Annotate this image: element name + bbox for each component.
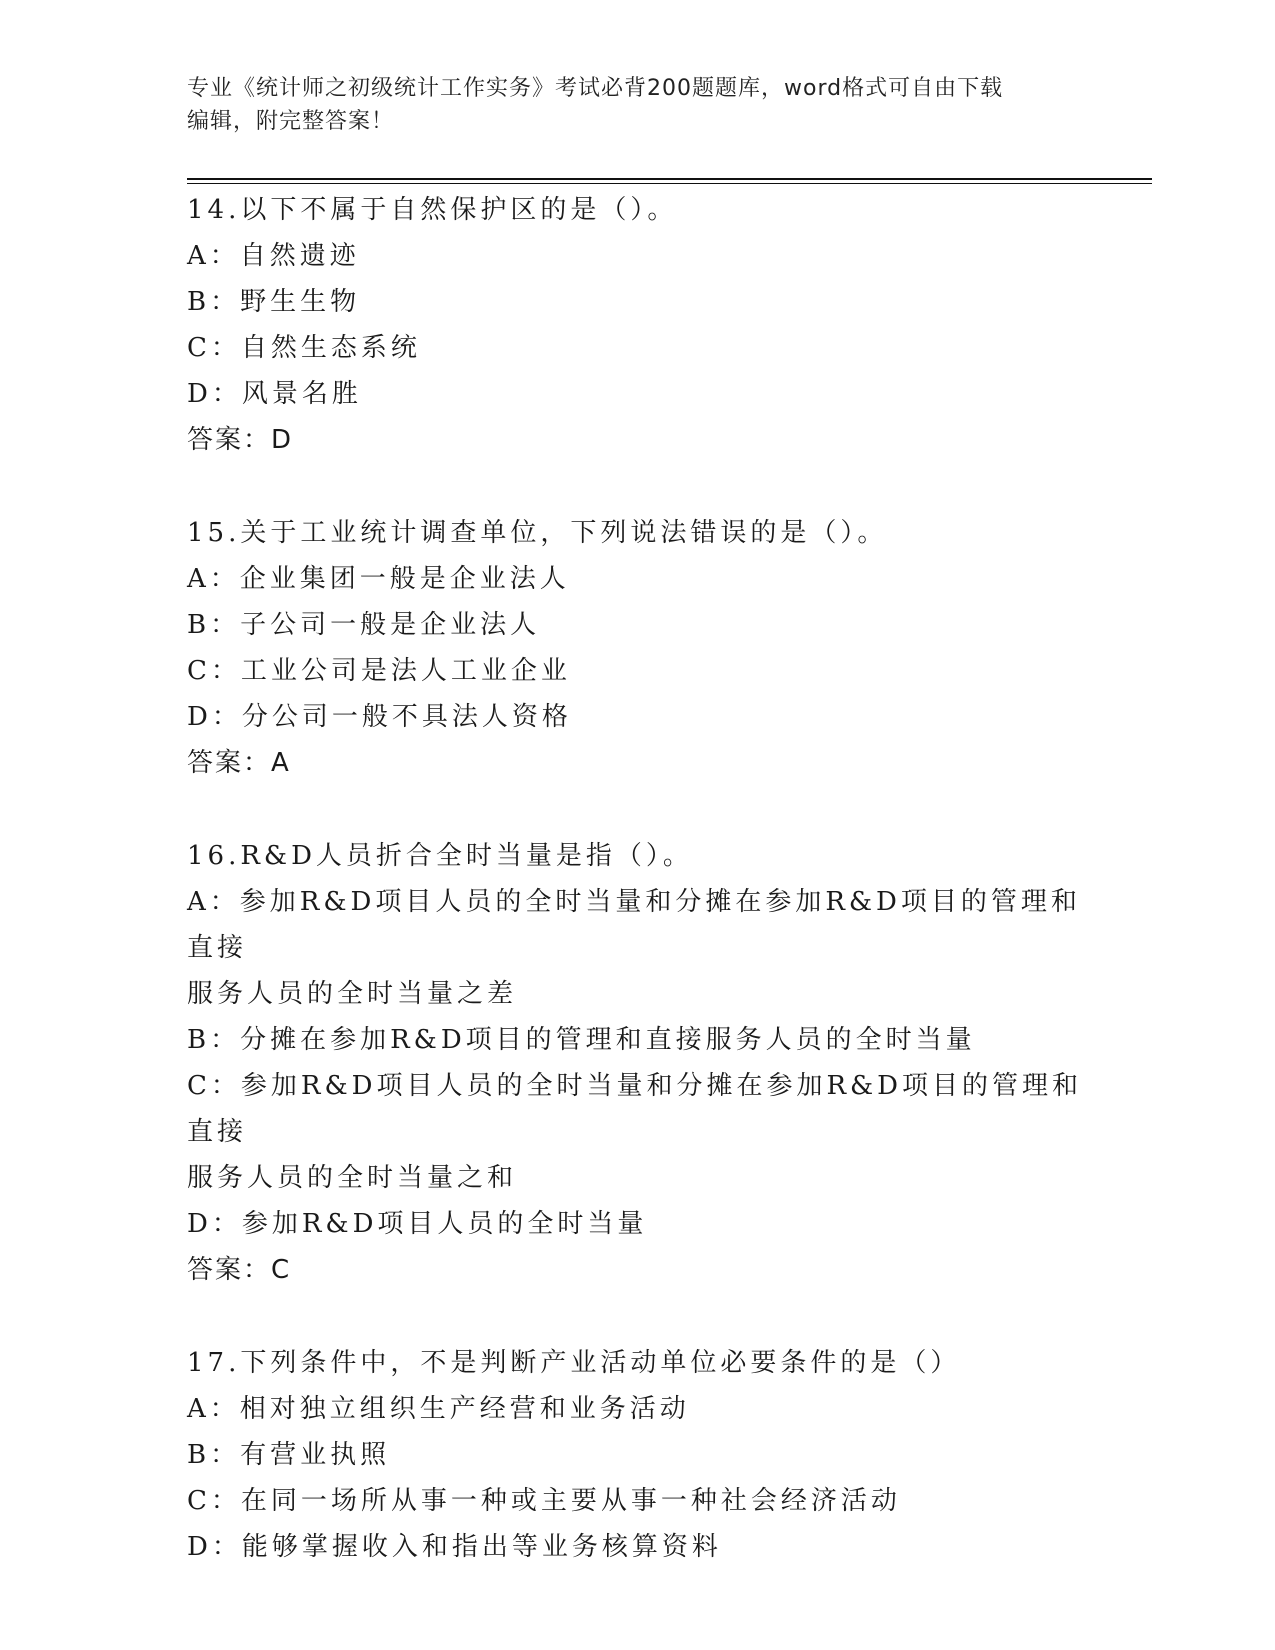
option-d: D：能够掌握收入和指出等业务核算资料 — [187, 1532, 722, 1562]
option-d: D：分公司一般不具法人资格 — [187, 702, 572, 732]
header-line-1: 专业《统计师之初级统计工作实务》考试必背200题题库，word格式可自由下载 — [187, 76, 1004, 101]
option-b: B：野生生物 — [187, 287, 361, 317]
document-header — [187, 72, 1087, 138]
option-a: A：自然遗迹 — [187, 241, 360, 271]
question-16 — [187, 833, 1087, 1293]
option-c: C：工业公司是法人工业企业 — [187, 656, 571, 686]
option-a: A：参加R&D项目人员的全时当量和分摊在参加R&D项目的管理和直接 — [187, 887, 1081, 963]
option-c: C：自然生态系统 — [187, 333, 421, 363]
question-14 — [187, 187, 1087, 463]
question-stem: 17.下列条件中，不是判断产业活动单位必要条件的是（） — [187, 1348, 961, 1378]
option-d: D：风景名胜 — [187, 379, 362, 409]
answer-label: 答案：A — [187, 748, 291, 778]
option-c: C：在同一场所从事一种或主要从事一种社会经济活动 — [187, 1486, 901, 1516]
option-a: A：企业集团一般是企业法人 — [187, 564, 570, 594]
answer-label: 答案：C — [187, 1255, 292, 1285]
answer-label: 答案：D — [187, 425, 294, 455]
option-d: D：参加R&D项目人员的全时当量 — [187, 1209, 648, 1239]
question-stem: 14.以下不属于自然保护区的是（）。 — [187, 195, 678, 225]
option-a-continued: 服务人员的全时当量之差 — [187, 979, 518, 1009]
question-17 — [187, 1340, 1087, 1570]
question-list — [187, 187, 1087, 1617]
option-b: B：分摊在参加R&D项目的管理和直接服务人员的全时当量 — [187, 1025, 976, 1055]
option-b: B：子公司一般是企业法人 — [187, 610, 541, 640]
header-line-2: 编辑，附完整答案！ — [187, 109, 395, 134]
question-15 — [187, 510, 1087, 786]
question-stem: 16.R&D人员折合全时当量是指（）。 — [187, 841, 693, 871]
option-a: A：相对独立组织生产经营和业务活动 — [187, 1394, 690, 1424]
option-c: C：参加R&D项目人员的全时当量和分摊在参加R&D项目的管理和直接 — [187, 1071, 1083, 1147]
option-c-continued: 服务人员的全时当量之和 — [187, 1163, 518, 1193]
header-divider — [187, 178, 1152, 184]
option-b: B：有营业执照 — [187, 1440, 391, 1470]
question-stem: 15.关于工业统计调查单位，下列说法错误的是（）。 — [187, 518, 888, 548]
